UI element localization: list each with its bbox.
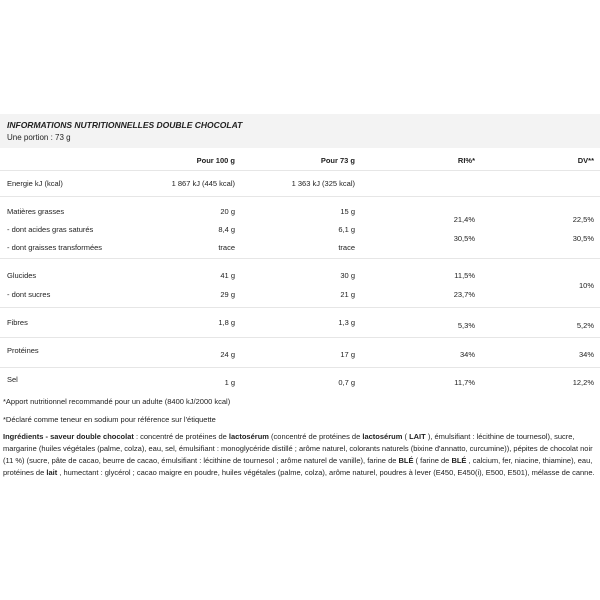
energy-per73: 1 363 kJ (325 kcal)	[291, 179, 355, 188]
fat-dv: 22,5%	[572, 215, 594, 224]
saturates-ri: 30,5%	[453, 234, 475, 243]
ri-footnote: *Apport nutritionnel recommandé pour un adulte (8400 kJ/2000 kcal)	[3, 397, 231, 406]
trans-fat-per73: trace	[338, 243, 355, 252]
col-header-dv: DV**	[577, 156, 594, 165]
allergen-milk: lait	[46, 468, 58, 477]
allergen-whey: lactosérum	[228, 432, 269, 441]
ingredients-text-part: , calcium, fer, niacine, thiamine), eau, protéines de	[3, 456, 593, 477]
dv-footnote: *Déclaré comme teneur en sodium pour référence sur l'étiquette	[3, 415, 216, 424]
salt-per73: 0,7 g	[338, 378, 355, 387]
fat-ri: 21,4%	[453, 215, 475, 224]
fat-per73: 15 g	[340, 207, 355, 216]
serving-size: Une portion : 73 g	[7, 133, 71, 142]
protein-ri: 34%	[459, 350, 475, 359]
allergen-whey: lactosérum	[362, 432, 403, 441]
allergen-wheat: BLÉ	[398, 456, 414, 465]
saturates-dv: 30,5%	[572, 234, 594, 243]
saturates-per100: 8,4 g	[218, 225, 235, 234]
col-header-per73: Pour 73 g	[320, 156, 355, 165]
protein-dv: 34%	[578, 350, 594, 359]
fibre-dv: 5,2%	[576, 321, 594, 330]
protein-per100: 24 g	[220, 350, 235, 359]
salt-per100: 1 g	[224, 378, 235, 387]
sugars-per73: 21 g	[340, 290, 355, 299]
ingredients-text-part: : concentré de protéines de	[133, 432, 229, 441]
fibre-per73: 1,3 g	[338, 318, 355, 327]
ingredients-text-part: , humectant : glycérol ; cacao maigre en poudre, huiles végétales (palme, colza), arôme naturel, poudres à lever (E450, E450(i), E500, E501), mélasse de canne.	[57, 468, 595, 477]
carbs-ri: 11,5%	[454, 271, 475, 280]
protein-per73: 17 g	[340, 350, 355, 359]
row-label-energy: Energie kJ (kcal)	[7, 179, 63, 188]
sugars-ri: 23,7%	[453, 290, 475, 299]
fat-per100: 20 g	[220, 207, 235, 216]
fibre-per100: 1,8 g	[218, 318, 235, 327]
ingredients-text-part: ( farine de	[413, 456, 452, 465]
row-divider	[0, 337, 600, 338]
header-divider	[0, 170, 600, 171]
allergen-milk: LAIT	[409, 432, 426, 441]
energy-per100: 1 867 kJ (445 kcal)	[171, 179, 235, 188]
fibre-ri: 5,3%	[457, 321, 475, 330]
row-label-protein: Protéines	[7, 346, 39, 355]
ingredients-text	[3, 431, 597, 479]
row-label-saturates: - dont acides gras saturés	[7, 225, 94, 234]
row-label-fat: Matières grasses	[7, 207, 65, 216]
salt-ri: 11,7%	[454, 378, 475, 387]
row-label-fibre: Fibres	[7, 318, 28, 327]
row-divider	[0, 196, 600, 197]
trans-fat-per100: trace	[218, 243, 235, 252]
col-header-ri: RI%*	[457, 156, 475, 165]
row-divider	[0, 307, 600, 308]
saturates-per73: 6,1 g	[338, 225, 355, 234]
sugars-per100: 29 g	[220, 290, 235, 299]
col-header-per100: Pour 100 g	[196, 156, 235, 165]
ingredients-text-part: ), émulsifiant : lécithine de tournesol), sucre, margarine (huiles végétales (palme, colza), eau, sel, émulsifiant : monoglycéride distillé ; arôme naturel, colorants naturels (bixine d'annatto, curcumine)), pépites de chocolat noir (11 %) (sucre, pâte de cacao, beurre de cacao, émulsifiant : lécithine de tournesol ; arôme naturel de vanille), farine de	[3, 432, 593, 465]
carbs-dv: 10%	[578, 281, 594, 290]
row-label-sugars: - dont sucres	[7, 290, 51, 299]
ingredients-text-part: (	[402, 432, 410, 441]
carbs-per73: 30 g	[340, 271, 355, 280]
ingredients-text-part: (concentré de protéines de	[268, 432, 363, 441]
row-label-carbs: Glucides	[7, 271, 37, 280]
ingredients-heading: Ingrédients - saveur double chocolat	[3, 432, 134, 441]
nutrition-title: INFORMATIONS NUTRITIONNELLES DOUBLE CHOCOLAT	[7, 120, 243, 130]
row-divider	[0, 258, 600, 259]
row-divider	[0, 367, 600, 368]
salt-dv: 12,2%	[572, 378, 594, 387]
carbs-per100: 41 g	[220, 271, 235, 280]
row-label-salt: Sel	[7, 375, 18, 384]
allergen-wheat: BLÉ	[451, 456, 467, 465]
row-label-trans-fat: - dont graisses transformées	[7, 243, 103, 252]
